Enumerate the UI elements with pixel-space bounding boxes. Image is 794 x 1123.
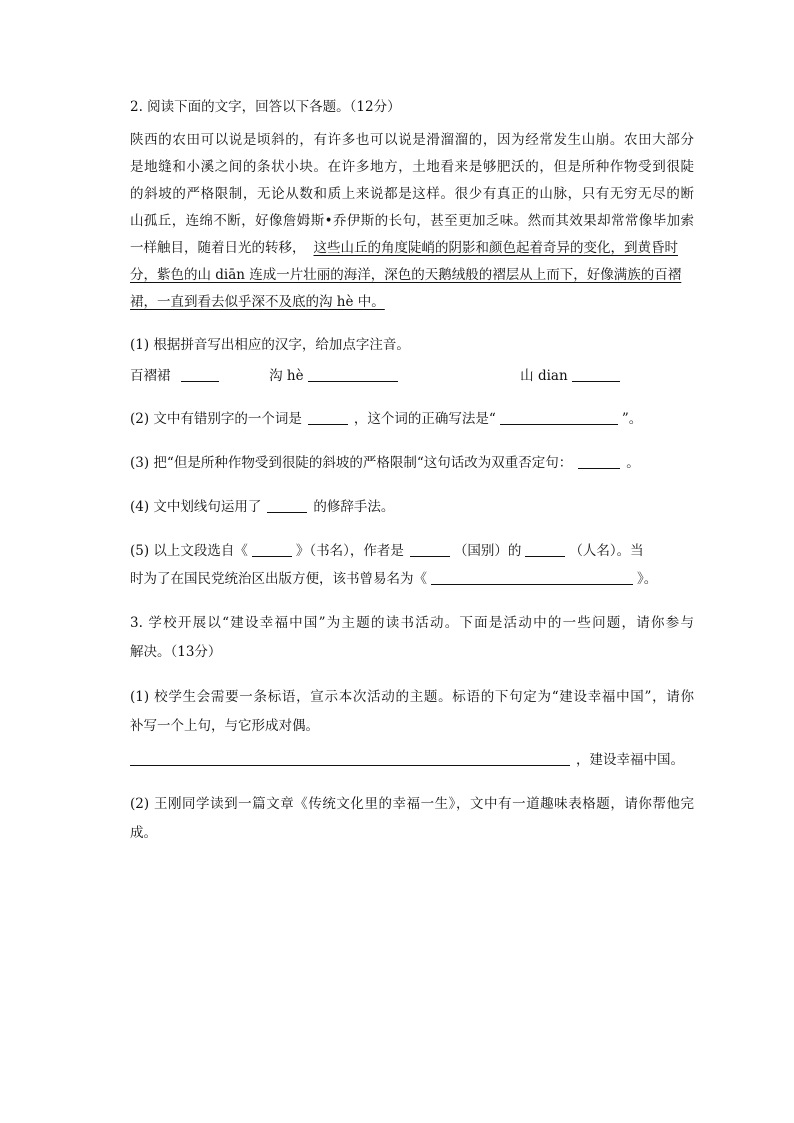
answer-blank[interactable] [267, 498, 307, 513]
underlined-sentence: 裙，一直到看去似乎深不及底的沟 hè 中。 [130, 294, 385, 310]
sub-question-2: (2) 王刚同学读到一篇文章《传统文化里的幸福一生》，文中有一道趣味表格题，请你帮他完 [130, 796, 694, 812]
question-text: (3) 把“但是所种作物受到很陡的斜坡的严格限制“这句话改为双重否定句： [130, 455, 573, 471]
passage-line: 山孤丘，连绵不断，好像詹姆斯•乔伊斯的长句，甚至更加乏味。然而其效果却常常像毕加索 [130, 213, 694, 229]
question-text: 。 [626, 455, 640, 471]
item-label: 百褶裙 [130, 368, 171, 384]
question-text: 》（书名），作者是 [295, 543, 404, 559]
answer-blank[interactable] [252, 542, 292, 557]
sub-question-1-items [130, 365, 694, 387]
item-label: 山 dian [520, 368, 568, 384]
answer-blank[interactable] [181, 367, 219, 382]
sub-question-4 [130, 496, 394, 518]
passage-line: 的斜坡的严格限制，无论从数和质上来说都是这样。很少有真正的山脉，只有无穷无尽的断 [130, 186, 694, 202]
underlined-sentence: 分，紫色的山 diān 连成一片壮丽的海洋，深色的天鹅绒般的褶层从上而下，好像满族的百褶 [130, 267, 682, 283]
question-text: 》。 [637, 571, 658, 587]
answer-blank[interactable] [431, 570, 633, 585]
question-text: ，这个词的正确写法是“ [353, 411, 496, 427]
question-text: ，建设幸福中国。 [576, 752, 684, 768]
slogan-answer-line [130, 749, 694, 771]
question-text: 的修辞手法。 [313, 499, 395, 515]
sub-question-1: (1) 根据拼音写出相应的汉字，给加点字注音。 [130, 337, 410, 353]
sub-question-3 [130, 452, 640, 474]
answer-blank[interactable] [500, 410, 618, 425]
question-text: 时为了在国民党统治区出版方便，该书曾易名为《 [130, 571, 427, 587]
passage-line [130, 237, 694, 259]
question-text: (2) 文中有错别字的一个词是 [130, 411, 302, 427]
underlined-sentence: 这些山丘的角度陡峭的阴影和颜色起着奇异的变化，到黄昏时 [313, 240, 678, 256]
answer-blank[interactable] [578, 454, 620, 469]
answer-blank[interactable] [572, 367, 620, 382]
answer-blank[interactable] [410, 542, 450, 557]
passage-line: 陕西的农田可以说是顷斜的，有许多也可以说是滑溜溜的，因为经常发生山崩。农田大部分 [130, 132, 694, 148]
sub-question-5 [130, 540, 644, 562]
answer-blank[interactable] [130, 751, 570, 766]
sub-question-1-continued: 补写一个上句，与它形成对偶。 [130, 718, 319, 734]
question-text: (5) 以上文段选自《 [130, 543, 248, 559]
question-text: （国别）的 [453, 543, 522, 559]
passage-line: 是地缝和小溪之间的条状小块。在许多地方，土地看来是够肥沃的，但是所种作物受到很陡 [130, 159, 694, 175]
sub-question-1: (1) 校学生会需要一条标语，宣示本次活动的主题。标语的下句定为“建设幸福中国”，请你 [130, 689, 694, 705]
sub-question-2 [130, 408, 642, 430]
answer-blank[interactable] [308, 410, 348, 425]
sub-question-2-continued: 成。 [130, 825, 157, 841]
question-3-title: 3. 学校开展以“建设幸福中国”为主题的读书活动。下面是活动中的一些问题，请你参与 [130, 615, 694, 631]
question-text: （人名）。当 [569, 543, 644, 559]
question-2-title: 2. 阅读下面的文字，回答以下各题。（12分） [130, 99, 401, 115]
question-text: (4) 文中划线句运用了 [130, 499, 262, 515]
item-label: 沟 hè [269, 368, 304, 384]
question-3-title-continued: 解决。（13分） [130, 644, 222, 660]
question-text: ”。 [621, 411, 643, 427]
answer-blank[interactable] [525, 542, 565, 557]
answer-blank[interactable] [308, 367, 398, 382]
passage-plain-text: 一样触目，随着日光的转移， [130, 240, 306, 256]
sub-question-5-continued [130, 568, 657, 590]
